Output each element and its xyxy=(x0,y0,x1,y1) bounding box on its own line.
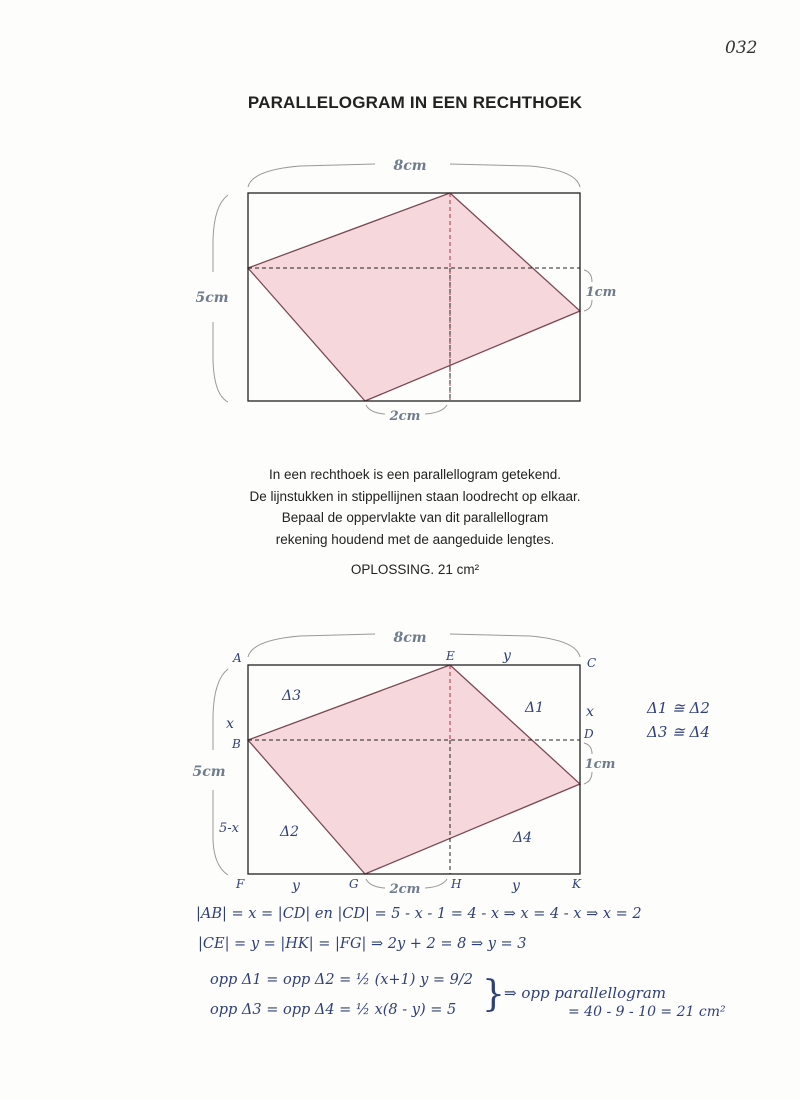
offset-label-2: 1cm xyxy=(584,757,616,772)
page-title: PARALLELOGRAM IN EEN RECHTHOEK xyxy=(247,93,583,112)
solution-line-2: |CE| = y = |HK| = |FG| ⇒ 2y + 2 = 8 ⇒ y = 3 xyxy=(198,936,527,952)
height-arc-top-2 xyxy=(213,669,228,750)
side-label-bf: 5-x xyxy=(219,821,239,836)
congruence-1: Δ1 ≅ Δ2 xyxy=(647,699,710,717)
point-k: K xyxy=(572,877,581,891)
point-a: A xyxy=(233,651,242,665)
triangle-3-label: Δ3 xyxy=(282,688,302,704)
width-label: 8cm xyxy=(393,158,427,174)
point-d: D xyxy=(584,727,594,741)
point-f: F xyxy=(236,877,245,891)
height-label-2: 5cm xyxy=(192,764,226,780)
problem-line-3: Bepaal de oppervlakte van dit parallellogram xyxy=(281,510,549,525)
solution-conclusion-2: = 40 - 9 - 10 = 21 cm² xyxy=(568,1004,726,1020)
offset-arc-top-2 xyxy=(584,743,592,754)
width-arc-left-2 xyxy=(248,634,375,657)
height-label: 5cm xyxy=(195,290,229,306)
solution-line-3: opp Δ1 = opp Δ2 = ½ (x+1) y = 9/2 xyxy=(210,972,473,988)
problem-line-1: In een rechthoek is een parallellogram getekend. xyxy=(269,467,561,482)
triangle-1-label: Δ1 xyxy=(525,700,545,716)
problem-line-4: rekening houdend met de aangeduide lengtes. xyxy=(275,531,555,547)
solution-line-4: opp Δ3 = opp Δ4 = ½ x(8 - y) = 5 xyxy=(210,1002,457,1018)
bottom-label-2: 2cm xyxy=(389,882,421,897)
side-label-fg: y xyxy=(292,878,300,894)
point-g: G xyxy=(349,877,359,891)
congruence-2: Δ3 ≅ Δ4 xyxy=(647,723,710,741)
solution-brace: } xyxy=(482,974,505,1015)
side-label-hk: y xyxy=(512,878,520,894)
point-c: C xyxy=(587,656,597,670)
offset-arc-bottom-2 xyxy=(584,772,592,784)
side-label-cd: x xyxy=(586,704,594,720)
triangle-2-label: Δ2 xyxy=(280,824,300,840)
solution-line-1: |AB| = x = |CD| en |CD| = 5 - x - 1 = 4 - x ⇒ x = 4 - x ⇒ x = 2 xyxy=(196,906,642,922)
offset-label: 1cm xyxy=(585,285,617,300)
bottom-arc-right-2 xyxy=(425,879,447,888)
point-h: H xyxy=(451,877,462,891)
bottom-label: 2cm xyxy=(389,409,421,424)
triangle-4-label: Δ4 xyxy=(513,830,533,846)
width-arc-right-2 xyxy=(450,634,580,657)
page-number: 032 xyxy=(725,38,758,58)
bottom-arc-left-2 xyxy=(366,879,385,888)
side-label-ab: x xyxy=(226,716,234,732)
solution-conclusion-1: ⇒ opp parallellogram xyxy=(504,984,667,1002)
problem-line-2: De lijnstukken in stippellijnen staan loodrecht op elkaar. xyxy=(249,488,581,504)
width-label-2: 8cm xyxy=(393,630,427,646)
point-b: B xyxy=(232,737,241,751)
solution-label: OPLOSSING. 21 cm² xyxy=(350,562,480,577)
point-e: E xyxy=(446,649,455,663)
side-label-ec: y xyxy=(503,648,511,664)
